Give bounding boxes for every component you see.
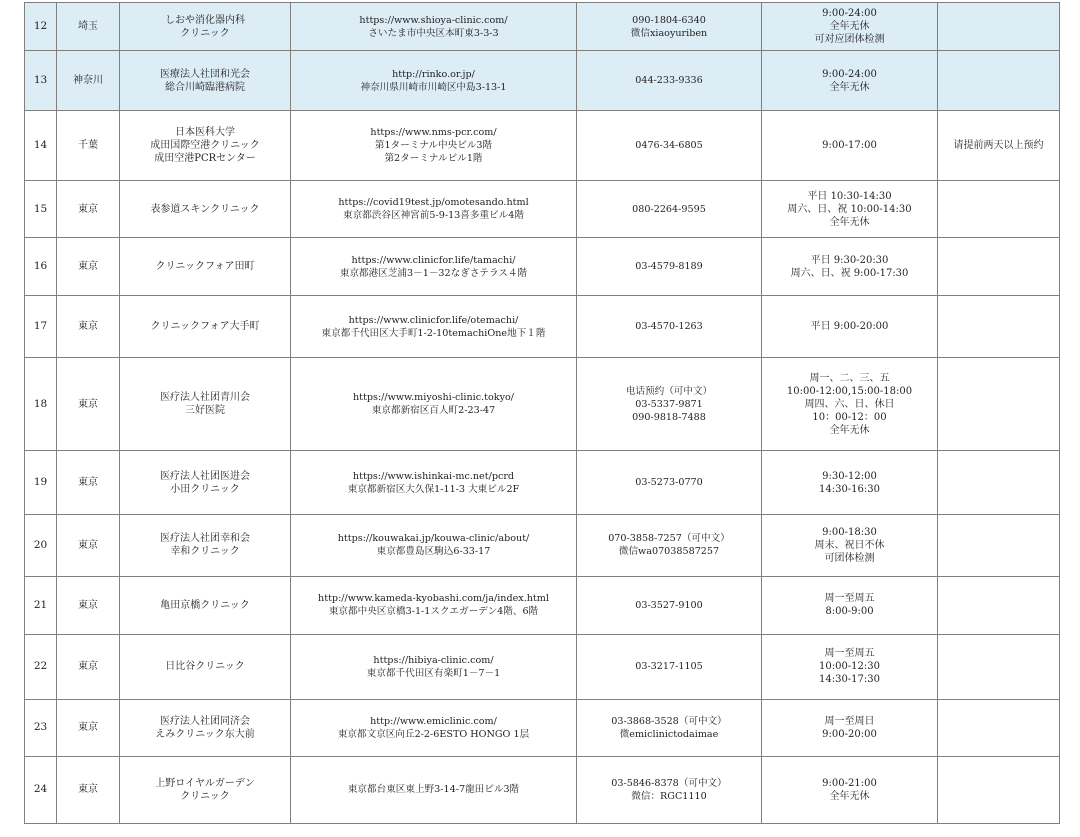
website-address-line: https://www.shioya-clinic.com/ — [359, 14, 508, 26]
website-address-line: https://www.clinicfor.life/tamachi/ — [351, 254, 516, 266]
clinic-name-line: 医疗法人社团幸和会 — [160, 533, 250, 545]
hours-line: 周六、日、祝 10:00-14:30 — [787, 203, 912, 215]
hours-line: 可对应团体检测 — [814, 34, 885, 46]
hours-cell — [762, 451, 938, 514]
hours-line: 全年无休 — [829, 424, 870, 436]
hours-line: 10:00-12:30 — [818, 661, 880, 673]
table-row — [25, 111, 1060, 181]
hours-cell — [762, 634, 938, 699]
hours-cell — [762, 576, 938, 634]
row-number-cell: 18 — [25, 358, 57, 451]
phone-line: 080-2264-9595 — [632, 203, 706, 215]
website-address-cell — [291, 296, 577, 358]
phone-cell — [577, 451, 762, 514]
note-cell — [938, 238, 1060, 296]
note-cell — [938, 358, 1060, 451]
clinic-name-line: 日比谷クリニック — [165, 661, 245, 673]
clinic-name-line: 医疗法人社团医进会 — [160, 470, 250, 482]
phone-line: 电话预约（可中文） — [625, 385, 713, 397]
phone-cell — [577, 181, 762, 238]
table-row — [25, 358, 1060, 451]
clinic-name-line: 幸和クリニック — [170, 546, 240, 558]
hours-line: 平日 9:30-20:30 — [810, 254, 889, 266]
hours-line: 周一至周日 — [824, 715, 875, 727]
phone-line: 微信wa07038587257 — [618, 546, 720, 558]
prefecture-cell: 東京 — [57, 576, 120, 634]
hours-cell — [762, 51, 938, 111]
hours-line: 9:00-24:00 — [822, 68, 877, 80]
website-address-line: 東京都新宿区百人町2-23-47 — [371, 405, 496, 417]
hours-line: 周六、日、祝 9:00-17:30 — [790, 267, 909, 279]
row-number-cell: 12 — [25, 3, 57, 51]
row-number-cell: 19 — [25, 451, 57, 514]
hours-line: 全年无休 — [829, 790, 870, 802]
website-address-cell — [291, 699, 577, 756]
website-address-line: 第1ターミナル中央ビル3階 — [374, 140, 493, 152]
website-address-line: https://hibiya-clinic.com/ — [373, 654, 494, 666]
note-cell — [938, 699, 1060, 756]
clinic-name-cell — [120, 296, 291, 358]
hours-line: 9:30-12:00 — [822, 470, 877, 482]
hours-cell — [762, 699, 938, 756]
clinic-name-cell — [120, 699, 291, 756]
website-address-line: 東京都新宿区大久保1-11-3 大東ビル2F — [347, 483, 520, 495]
hours-line: 9:00-20:00 — [822, 728, 877, 740]
clinic-name-line: クリニック — [180, 27, 230, 39]
phone-cell — [577, 3, 762, 51]
phone-cell — [577, 634, 762, 699]
clinic-name-cell — [120, 181, 291, 238]
table-row — [25, 51, 1060, 111]
phone-cell — [577, 514, 762, 576]
table-row — [25, 181, 1060, 238]
phone-line: 044-233-9336 — [635, 75, 703, 87]
clinic-name-cell — [120, 634, 291, 699]
row-number-cell: 13 — [25, 51, 57, 111]
website-address-line: https://covid19test.jp/omotesando.html — [338, 197, 529, 209]
website-address-line: http://www.emiclinic.com/ — [370, 715, 497, 727]
website-address-line: http://rinko.or.jp/ — [392, 68, 475, 80]
hours-line: 9:00-24:00 — [822, 8, 877, 20]
website-address-cell — [291, 111, 577, 181]
website-address-cell — [291, 451, 577, 514]
prefecture-cell: 千葉 — [57, 111, 120, 181]
table-body — [25, 3, 1060, 824]
clinic-name-line: 成田国際空港クリニック — [150, 140, 260, 152]
phone-cell — [577, 358, 762, 451]
phone-line: 03-3868-3528（可中文） — [611, 715, 727, 727]
row-number-cell: 17 — [25, 296, 57, 358]
website-address-line: さいたま市中央区本町東3-3-3 — [368, 27, 499, 39]
hours-cell — [762, 3, 938, 51]
clinic-name-line: 日本医科大学 — [175, 127, 235, 139]
hours-line: 9:00-17:00 — [822, 140, 877, 152]
website-address-line: 東京都豊島区駒込6-33-17 — [376, 546, 491, 558]
clinic-name-cell — [120, 576, 291, 634]
website-address-cell — [291, 634, 577, 699]
table-row — [25, 451, 1060, 514]
website-address-line: 東京都千代田区有楽町1－7－1 — [366, 667, 501, 679]
website-address-cell — [291, 756, 577, 823]
row-number-cell: 22 — [25, 634, 57, 699]
phone-line: 03-5846-8378（可中文） — [611, 777, 727, 789]
phone-cell — [577, 51, 762, 111]
clinic-name-line: クリニックフォア大手町 — [150, 321, 260, 333]
note-cell — [938, 576, 1060, 634]
hours-line: 平日 10:30-14:30 — [807, 190, 892, 202]
clinic-name-line: 医疗法人社团同济会 — [160, 715, 250, 727]
row-number-cell: 21 — [25, 576, 57, 634]
note-cell — [938, 296, 1060, 358]
row-number-cell: 24 — [25, 756, 57, 823]
website-address-line: https://www.miyoshi-clinic.tokyo/ — [352, 392, 515, 404]
clinic-name-cell — [120, 756, 291, 823]
clinic-table — [24, 2, 1060, 824]
website-address-line: 東京都渋谷区神宮前5-9-13喜多重ビル4階 — [343, 210, 524, 222]
row-number-cell: 20 — [25, 514, 57, 576]
hours-cell — [762, 358, 938, 451]
clinic-name-cell — [120, 111, 291, 181]
website-address-line: 神奈川県川崎市川崎区中島3-13-1 — [360, 81, 507, 93]
website-address-cell — [291, 238, 577, 296]
phone-line: 03-5273-0770 — [635, 477, 703, 489]
clinic-name-line: 成田空港PCRセンター — [154, 153, 256, 165]
prefecture-cell: 神奈川 — [57, 51, 120, 111]
note-cell — [938, 756, 1060, 823]
clinic-name-cell — [120, 238, 291, 296]
clinic-name-cell — [120, 3, 291, 51]
hours-line: 周四、六、日、休日 — [804, 398, 895, 410]
row-number-cell: 14 — [25, 111, 57, 181]
website-address-cell — [291, 181, 577, 238]
website-address-line: https://www.nms-pcr.com/ — [370, 127, 497, 139]
website-address-line: 東京都千代田区大手町1-2-10temachiOne地下１階 — [321, 327, 546, 339]
phone-cell — [577, 111, 762, 181]
hours-line: 14:30-16:30 — [818, 483, 880, 495]
prefecture-cell: 東京 — [57, 181, 120, 238]
hours-line: 9:00-18:30 — [822, 526, 877, 538]
hours-cell — [762, 238, 938, 296]
phone-line: 090-1804-6340 — [632, 14, 706, 26]
table-row — [25, 296, 1060, 358]
website-address-line: https://kouwakai.jp/kouwa-clinic/about/ — [337, 533, 530, 545]
clinic-name-line: クリニック — [180, 790, 230, 802]
hours-line: 周末、祝日不休 — [814, 539, 885, 551]
table-row — [25, 514, 1060, 576]
hours-line: 全年无休 — [829, 216, 870, 228]
note-cell — [938, 181, 1060, 238]
note-cell: 请提前两天以上预约 — [938, 111, 1060, 181]
clinic-name-line: 小田クリニック — [170, 483, 240, 495]
prefecture-cell: 東京 — [57, 451, 120, 514]
website-address-line: 東京都港区芝浦3－1－32なぎさテラス４階 — [339, 267, 528, 279]
hours-cell — [762, 181, 938, 238]
prefecture-cell: 東京 — [57, 296, 120, 358]
row-number-cell: 23 — [25, 699, 57, 756]
hours-line: 全年无休 — [829, 81, 870, 93]
hours-line: 14:30-17:30 — [818, 674, 880, 686]
table-row — [25, 699, 1060, 756]
note-cell — [938, 51, 1060, 111]
clinic-name-line: 亀田京橋クリニック — [160, 599, 250, 611]
hours-line: 周一至周五 — [824, 648, 875, 660]
phone-line: 03-4579-8189 — [635, 261, 703, 273]
prefecture-cell: 東京 — [57, 634, 120, 699]
clinic-name-cell — [120, 51, 291, 111]
hours-line: 10：00-12：00 — [812, 411, 887, 423]
clinic-name-line: しおや消化器内科 — [165, 14, 245, 26]
website-address-cell — [291, 51, 577, 111]
website-address-cell — [291, 576, 577, 634]
clinic-name-line: 総合川崎臨港病院 — [165, 81, 245, 93]
table-row — [25, 634, 1060, 699]
table-row — [25, 238, 1060, 296]
phone-line: 03-3217-1105 — [635, 661, 703, 673]
phone-cell — [577, 238, 762, 296]
clinic-name-line: えみクリニック东大前 — [155, 728, 255, 740]
table-row — [25, 576, 1060, 634]
phone-cell — [577, 699, 762, 756]
website-address-cell — [291, 514, 577, 576]
website-address-cell — [291, 3, 577, 51]
note-cell — [938, 514, 1060, 576]
phone-line: 03-5337-9871 — [635, 398, 703, 410]
hours-cell — [762, 296, 938, 358]
clinic-name-cell — [120, 514, 291, 576]
row-number-cell: 16 — [25, 238, 57, 296]
hours-cell — [762, 756, 938, 823]
hours-line: 可团体检测 — [824, 552, 875, 564]
phone-line: 0476-34-6805 — [635, 140, 703, 152]
hours-line: 周一至周五 — [824, 593, 875, 605]
website-address-line: http://www.kameda-kyobashi.com/ja/index.html — [318, 593, 549, 605]
table-row — [25, 3, 1060, 51]
clinic-name-line: 医疗法人社团青川会 — [160, 392, 250, 404]
hours-cell — [762, 514, 938, 576]
website-address-line: 東京都中央区京橋3-1-1スクエガーデン4階、6階 — [328, 606, 539, 618]
hours-line: 全年无休 — [829, 21, 870, 33]
row-number-cell: 15 — [25, 181, 57, 238]
prefecture-cell: 東京 — [57, 358, 120, 451]
clinic-name-line: 上野ロイヤルガーデン — [155, 777, 255, 789]
clinic-name-line: 医療法人社団和光会 — [160, 68, 250, 80]
prefecture-cell: 埼玉 — [57, 3, 120, 51]
phone-line: 微信：RGC1110 — [631, 790, 707, 802]
table-row — [25, 756, 1060, 823]
note-cell — [938, 634, 1060, 699]
website-address-cell — [291, 358, 577, 451]
clinic-name-line: クリニックフォア田町 — [155, 261, 255, 273]
phone-cell — [577, 756, 762, 823]
hours-line: 10:00-12:00,15:00-18:00 — [786, 385, 913, 397]
phone-line: 微信xiaoyuriben — [630, 27, 708, 39]
phone-cell — [577, 576, 762, 634]
prefecture-cell: 東京 — [57, 514, 120, 576]
clinic-name-cell — [120, 451, 291, 514]
hours-line: 9:00-21:00 — [822, 777, 877, 789]
clinic-name-line: 表参道スキンクリニック — [150, 203, 260, 215]
hours-line: 8:00-9:00 — [825, 606, 874, 618]
website-address-line: https://www.clinicfor.life/otemachi/ — [348, 314, 519, 326]
phone-cell — [577, 296, 762, 358]
phone-line: 03-4570-1263 — [635, 321, 703, 333]
website-address-line: 第2ターミナルビル1階 — [384, 153, 483, 165]
hours-cell — [762, 111, 938, 181]
website-address-line: 東京都台東区東上野3-14-7龍田ビル3階 — [347, 784, 520, 796]
prefecture-cell: 東京 — [57, 756, 120, 823]
phone-line: 微emiclinictodaimae — [619, 728, 719, 740]
prefecture-cell: 東京 — [57, 699, 120, 756]
prefecture-cell: 東京 — [57, 238, 120, 296]
hours-line: 周一、二、三、五 — [809, 372, 890, 384]
website-address-line: https://www.ishinkai-mc.net/pcrd — [352, 470, 515, 482]
website-address-line: 東京都文京区向丘2-2-6ESTO HONGO 1层 — [337, 728, 530, 740]
note-cell — [938, 3, 1060, 51]
phone-line: 070-3858-7257（可中文） — [608, 533, 730, 545]
phone-line: 090-9818-7488 — [632, 411, 706, 423]
phone-line: 03-3527-9100 — [635, 599, 703, 611]
clinic-name-cell — [120, 358, 291, 451]
clinic-name-line: 三好医院 — [185, 405, 225, 417]
note-cell — [938, 451, 1060, 514]
hours-line: 平日 9:00-20:00 — [810, 321, 889, 333]
